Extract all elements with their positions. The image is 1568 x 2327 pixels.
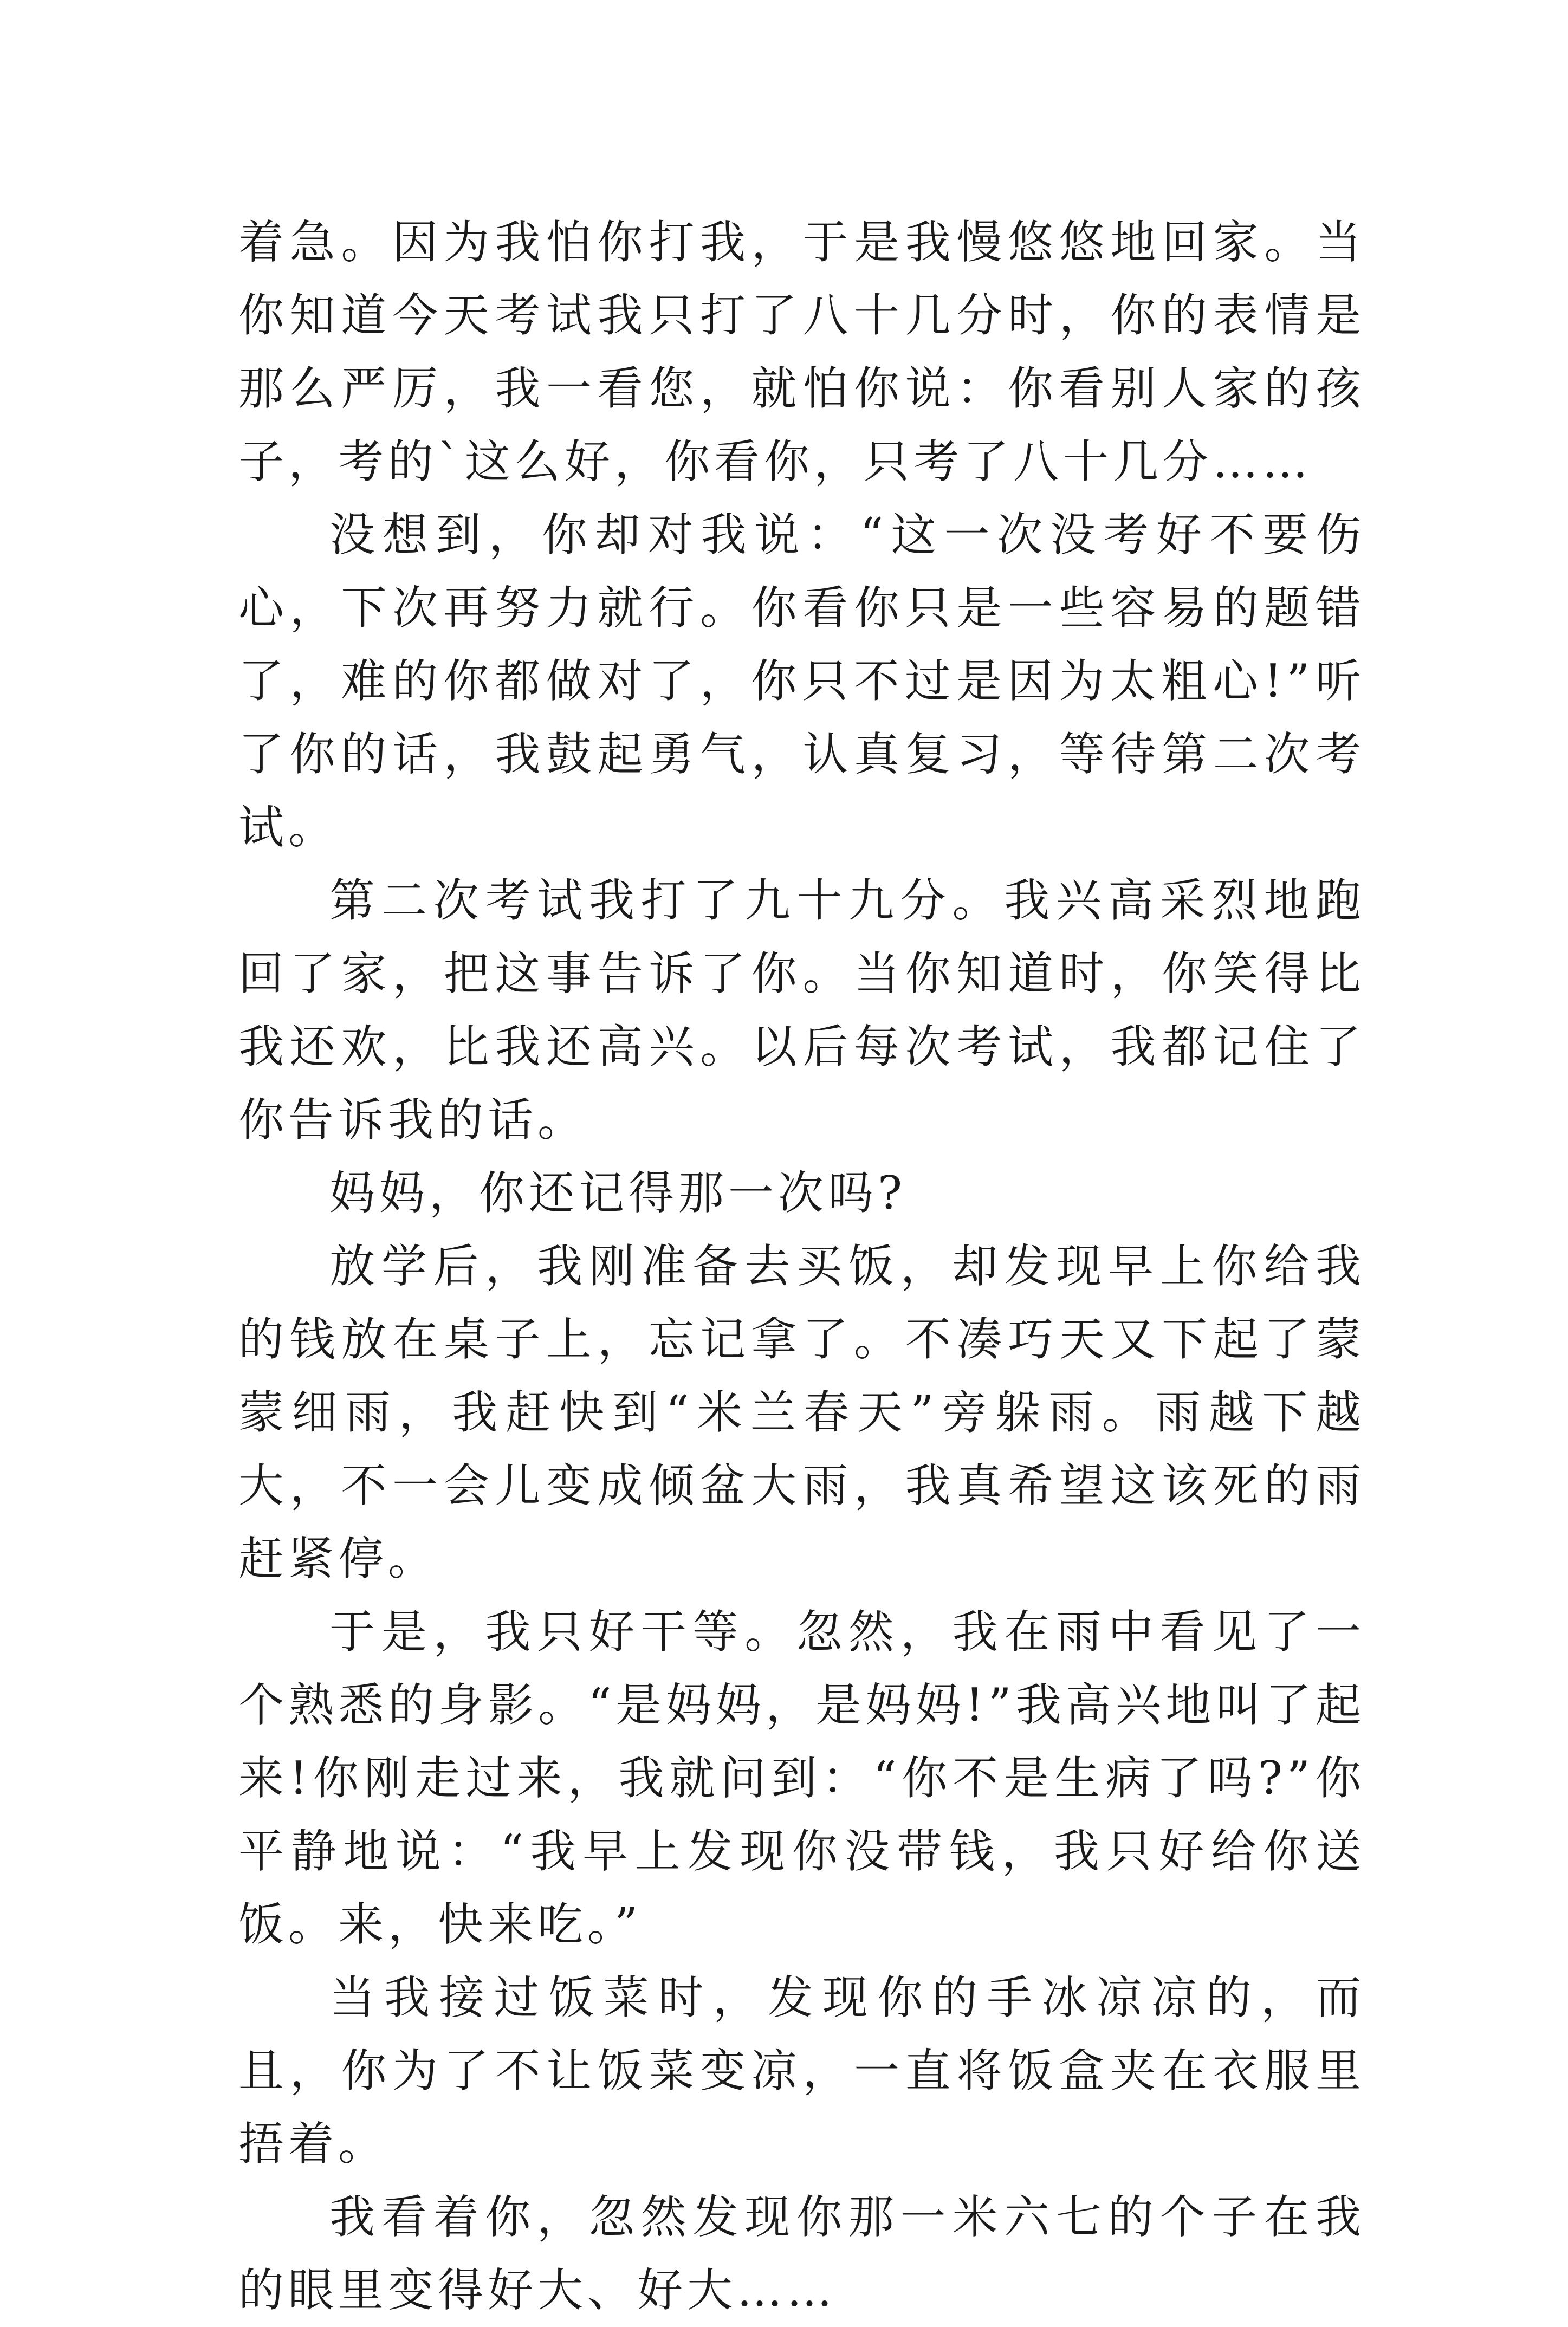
paragraph: 第二次考试我打了九十九分。我兴高采烈地跑回了家，把这事告诉了你。当你知道时，你笑得比我还欢，比我还高兴。以后每次考试，我都记住了你告诉我的话。 xyxy=(238,874,1365,1146)
paragraph: 妈妈，你还记得那一次吗? xyxy=(329,1166,907,1220)
paragraph: 于是，我只好干等。忽然，我在雨中看见了一个熟悉的身影。“是妈妈，是妈妈!”我高兴地叫了起来!你刚走过来，我就问到：“你不是生病了吗?”你平静地说：“我早上发现你没带钱，我只好给你送饭。来，快来吃。” xyxy=(238,1605,1365,1951)
paragraph: 没想到，你却对我说：“这一次没考好不要伤心，下次再努力就行。你看你只是一些容易的题错了，难的你都做对了，你只不过是因为太粗心!”听了你的话，我鼓起勇气，认真复习，等待第二次考试。 xyxy=(238,508,1365,854)
paragraph: 当我接过饭菜时，发现你的手冰凉凉的，而且，你为了不让饭菜变凉，一直将饭盒夹在衣服里捂着。 xyxy=(238,1971,1365,2170)
paragraph: 着急。因为我怕你打我，于是我慢悠悠地回家。当你知道今天考试我只打了八十几分时，你的表情是那么严厉，我一看您，就怕你说：你看别人家的孩子，考的`这么好，你看你，只考了八十几分…… xyxy=(238,216,1365,488)
document-body xyxy=(238,206,1365,2327)
paragraph: 我看着你，忽然发现你那一米六七的个子在我的眼里变得好大、好大…… xyxy=(238,2190,1365,2317)
paragraph: 放学后，我刚准备去买饭，却发现早上你给我的钱放在桌子上，忘记拿了。不凑巧天又下起了蒙蒙细雨，我赶快到“米兰春天”旁躲雨。雨越下越大，不一会儿变成倾盆大雨，我真希望这该死的雨赶紧停。 xyxy=(238,1240,1365,1585)
